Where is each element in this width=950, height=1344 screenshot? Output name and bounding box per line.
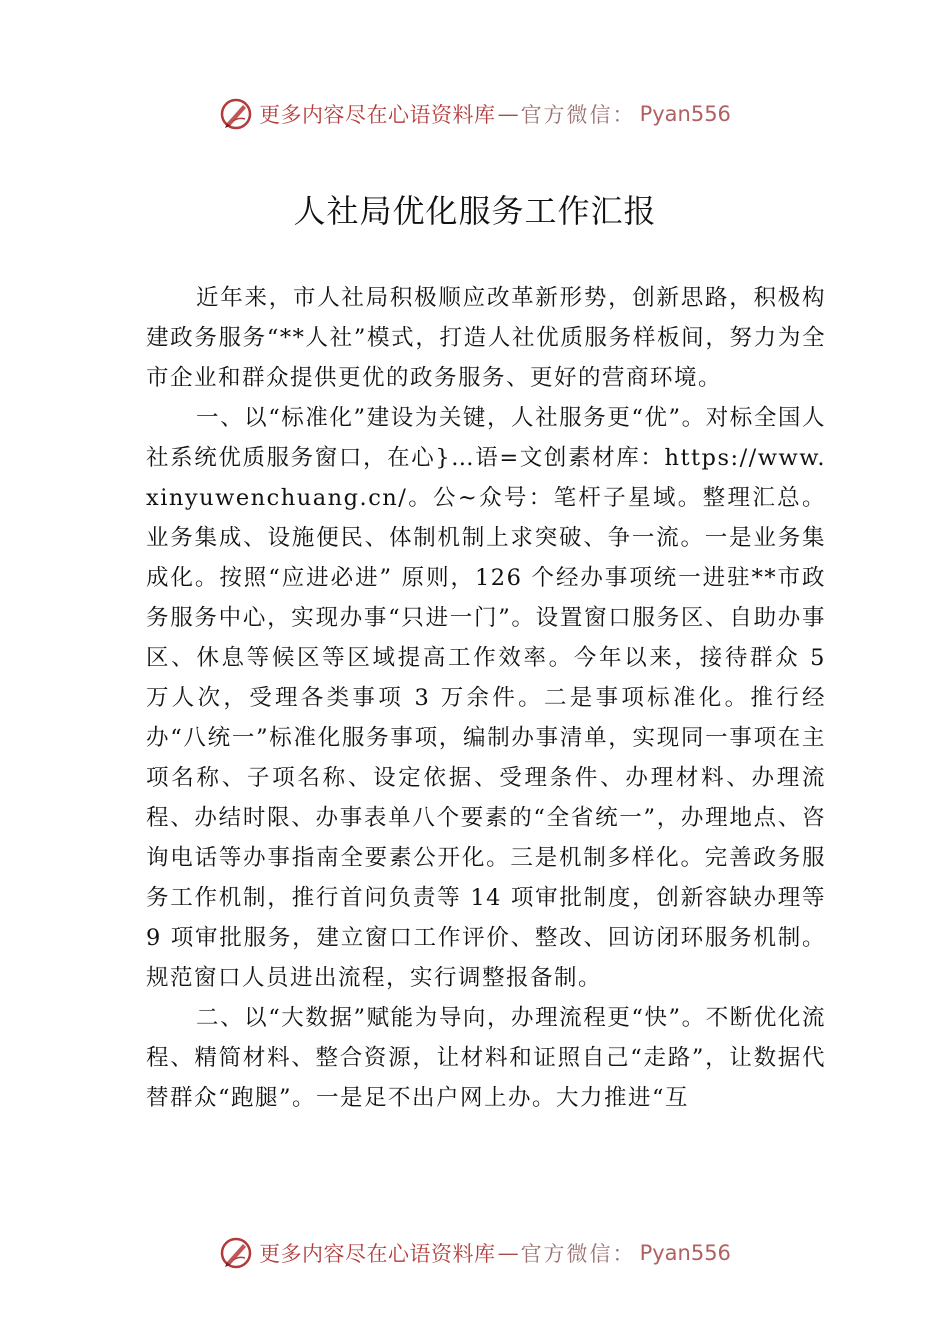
pen-logo-icon bbox=[219, 1236, 253, 1270]
paragraph-intro: 近年来，市人社局积极顺应改革新形势，创新思路，积极构建政务服务“**人社”模式，打造人社优质服务样板间，努力为全市企业和群众提供更优的政务服务、更好的营商环境。 bbox=[146, 285, 826, 391]
banner-dash: — bbox=[497, 1241, 519, 1265]
banner-wechat-label: 官方微信： bbox=[520, 103, 636, 127]
banner-dash: — bbox=[497, 102, 519, 126]
banner-wechat-id: Pyan556 bbox=[639, 102, 731, 126]
paragraph-section-1: 一、以“标准化”建设为关键，人社服务更“优”。对标全国人社系统优质服务窗口，在心}…语=文创素材库：https://www.xinyuwenchuang.cn/。公~众号：笔杆子星域。整理汇总。业务集成、设施便民、体制机制上求突破、争一流。一是业务集成化。按照“应进必进” 原则，126 个经办事项统一进驻**市政务服务中心，实现办事“只进一门”。设置窗口服务区、自助办事区、休息等候区等区域提高工作效率。今年以来，接待群众 5 万人次，受理各类事项 3 万余件。二是事项标准化。推行经办“八统一”标准化服务事项，编制办事清单，实现同一事项在主项名称、子项名称、设定依据、受理条件、办理材料、办理流程、办结时限、办事表单八个要素的“全省统一”，办理地点、咨询电话等办事指南全要素公开化。三是机制多样化。完善政务服务工作机制，推行首问负责等 14 项审批制度，创新容缺办理等 9 项审批服务，建立窗口工作评价、整改、回访闭环服务机制。规范窗口人员进出流程，实行调整报备制。 bbox=[146, 405, 826, 991]
banner-text: 更多内容尽在心语资料库 bbox=[259, 1242, 496, 1266]
pen-logo-icon bbox=[219, 97, 253, 131]
document-title: 人社局优化服务工作汇报 bbox=[293, 192, 657, 230]
header-banner bbox=[0, 94, 950, 134]
banner-wechat-label: 官方微信： bbox=[520, 1242, 636, 1266]
banner-text: 更多内容尽在心语资料库 bbox=[259, 103, 496, 127]
footer-banner bbox=[0, 1233, 950, 1273]
paragraph-section-2: 二、以“大数据”赋能为导向，办理流程更“快”。不断优化流程、精简材料、整合资源，让材料和证照自己“走路”，让数据代替群众“跑腿”。一是足不出户网上办。大力推进“互 bbox=[146, 1005, 826, 1111]
banner-wechat-id: Pyan556 bbox=[639, 1241, 731, 1265]
document-body bbox=[146, 278, 826, 1118]
